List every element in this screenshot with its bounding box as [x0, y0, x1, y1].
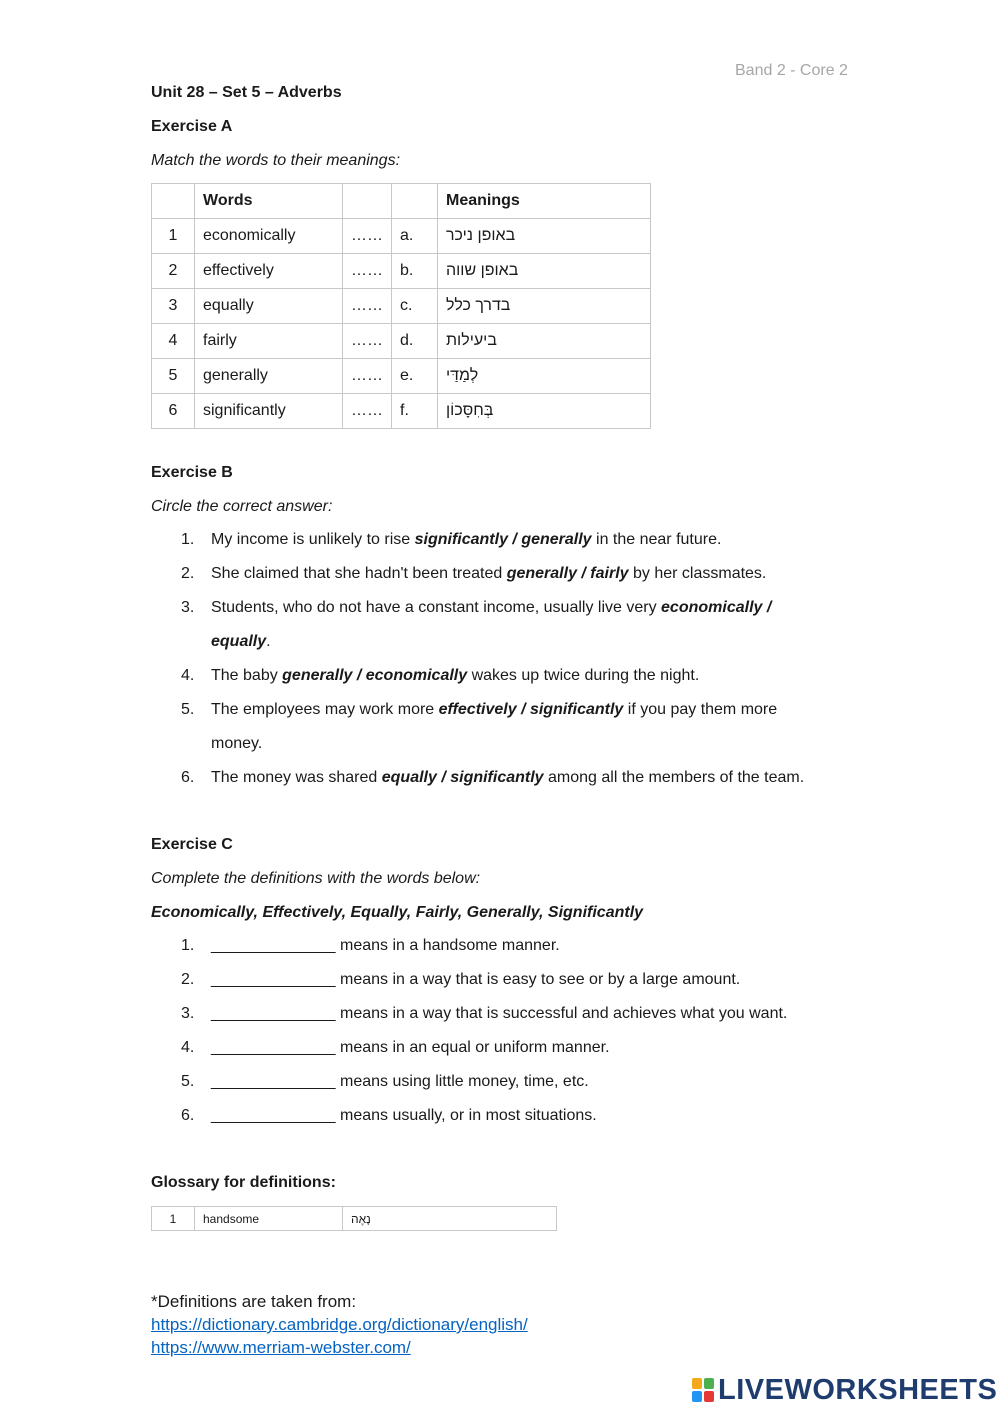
item-number: 1.	[181, 937, 195, 954]
item-number: 2.	[181, 971, 195, 988]
fill-blank[interactable]: ______________	[211, 1073, 336, 1090]
logo-square	[704, 1391, 714, 1402]
row-meaning: נָאֶה	[343, 1207, 557, 1231]
logo-mark-icon	[692, 1378, 714, 1402]
row-number: 3	[152, 289, 195, 324]
row-meaning: לְמַדַּי	[438, 359, 651, 394]
table-row	[152, 254, 651, 289]
row-meaning: באופן ניכר	[438, 219, 651, 254]
item-text	[211, 693, 777, 727]
table-row	[152, 359, 651, 394]
item-number: 3.	[181, 599, 195, 616]
logo-square	[704, 1378, 714, 1389]
row-number: 1	[152, 219, 195, 254]
item-number: 6.	[181, 769, 195, 786]
row-word: significantly	[195, 394, 343, 429]
item-text	[211, 1065, 589, 1099]
answer-blank[interactable]: ……	[343, 254, 392, 289]
row-word: generally	[195, 359, 343, 394]
item-number: 3.	[181, 1005, 195, 1022]
sources-label: *Definitions are taken from:	[151, 1292, 357, 1311]
answer-blank[interactable]: ……	[343, 324, 392, 359]
table-row	[152, 289, 651, 324]
row-meaning: באופן שווה	[438, 254, 651, 289]
item-text	[211, 929, 560, 963]
glossary-table	[151, 1206, 557, 1231]
item-post: .	[266, 633, 271, 650]
item-text	[211, 523, 721, 557]
row-meaning: ביעילות	[438, 324, 651, 359]
header-letter-cell	[392, 184, 438, 219]
row-word: effectively	[195, 254, 343, 289]
item-number: 5.	[181, 701, 195, 718]
item-text	[211, 591, 771, 625]
answer-blank[interactable]: ……	[343, 289, 392, 324]
answer-options[interactable]: significantly / generally	[414, 531, 592, 548]
item-text	[211, 727, 262, 761]
answer-options[interactable]: equally	[211, 633, 267, 650]
item-post: among all the members of the team.	[543, 769, 805, 786]
table-row	[152, 394, 651, 429]
table-row	[152, 324, 651, 359]
answer-blank[interactable]: ……	[343, 359, 392, 394]
header-words-cell: Words	[195, 184, 343, 219]
header-blank-cell	[343, 184, 392, 219]
page-title: Unit 28 – Set 5 – Adverbs	[151, 84, 342, 101]
fill-blank[interactable]: ______________	[211, 1005, 336, 1022]
item-text	[211, 997, 787, 1031]
definition-text: means usually, or in most situations.	[335, 1107, 597, 1124]
definition-text: means using little money, time, etc.	[335, 1073, 589, 1090]
cambridge-link[interactable]: https://dictionary.cambridge.org/dictionary/english/	[151, 1315, 528, 1334]
item-text	[211, 1031, 610, 1065]
item-number: 6.	[181, 1107, 195, 1124]
item-post: wakes up twice during the night.	[467, 667, 700, 684]
row-letter: e.	[392, 359, 438, 394]
item-post: by her classmates.	[628, 565, 767, 582]
item-text	[211, 625, 271, 659]
definition-text: means in a way that is successful and achieves what you want.	[335, 1005, 788, 1022]
fill-blank[interactable]: ______________	[211, 1107, 336, 1124]
row-letter: d.	[392, 324, 438, 359]
row-word: handsome	[195, 1207, 343, 1231]
answer-options[interactable]: effectively / significantly	[438, 701, 624, 718]
header-band-label: Band 2 - Core 2	[735, 62, 848, 79]
word-bank: Economically, Effectively, Equally, Fairly, Generally, Significantly	[151, 904, 644, 921]
row-word: fairly	[195, 324, 343, 359]
definition-text: means in an equal or uniform manner.	[335, 1039, 610, 1056]
row-letter: b.	[392, 254, 438, 289]
answer-options[interactable]: equally / significantly	[381, 769, 544, 786]
logo-text: LIVEWORKSHEETS	[718, 1373, 998, 1406]
exercise-b-instruction: Circle the correct answer:	[151, 498, 333, 515]
item-pre: My income is unlikely to rise	[211, 531, 415, 548]
sources-block	[151, 1290, 528, 1359]
item-number: 4.	[181, 667, 195, 684]
item-text	[211, 557, 766, 591]
item-pre: money.	[211, 735, 263, 752]
logo-square	[692, 1378, 702, 1389]
header-num-cell	[152, 184, 195, 219]
item-pre: The money was shared	[211, 769, 382, 786]
answer-blank[interactable]: ……	[343, 394, 392, 429]
row-word: equally	[195, 289, 343, 324]
row-meaning: בדרך כלל	[438, 289, 651, 324]
row-letter: a.	[392, 219, 438, 254]
item-pre: The employees may work more	[211, 701, 439, 718]
fill-blank[interactable]: ______________	[211, 1039, 336, 1056]
exercise-c-instruction: Complete the definitions with the words below:	[151, 870, 481, 887]
matching-table	[151, 183, 651, 429]
item-pre: Students, who do not have a constant income, usually live very	[211, 599, 662, 616]
item-text	[211, 761, 804, 795]
row-letter: c.	[392, 289, 438, 324]
item-pre: The baby	[211, 667, 283, 684]
liveworksheets-logo	[692, 1374, 997, 1406]
item-pre: She claimed that she hadn't been treated	[211, 565, 507, 582]
answer-blank[interactable]: ……	[343, 219, 392, 254]
item-post: in the near future.	[591, 531, 722, 548]
merriam-webster-link[interactable]: https://www.merriam-webster.com/	[151, 1338, 411, 1357]
item-number: 5.	[181, 1073, 195, 1090]
item-number: 4.	[181, 1039, 195, 1056]
table-row	[152, 1207, 557, 1231]
row-number: 2	[152, 254, 195, 289]
exercise-a-heading: Exercise A	[151, 118, 233, 135]
row-number: 5	[152, 359, 195, 394]
answer-options[interactable]: economically /	[661, 599, 772, 616]
row-word: economically	[195, 219, 343, 254]
row-number: 6	[152, 394, 195, 429]
definition-text: means in a handsome manner.	[335, 937, 560, 954]
exercise-c-heading: Exercise C	[151, 836, 233, 853]
fill-blank[interactable]: ______________	[211, 937, 336, 954]
item-text	[211, 963, 740, 997]
item-number: 1.	[181, 531, 195, 548]
item-text	[211, 659, 699, 693]
matching-table-header	[152, 184, 651, 219]
exercise-a-instruction: Match the words to their meanings:	[151, 152, 401, 169]
item-text	[211, 1099, 597, 1133]
item-number: 2.	[181, 565, 195, 582]
answer-options[interactable]: generally / economically	[282, 667, 468, 684]
row-number: 1	[152, 1207, 195, 1231]
fill-blank[interactable]: ______________	[211, 971, 336, 988]
header-meanings-cell: Meanings	[438, 184, 651, 219]
logo-square	[692, 1391, 702, 1402]
row-number: 4	[152, 324, 195, 359]
definition-text: means in a way that is easy to see or by a large amount.	[335, 971, 741, 988]
row-letter: f.	[392, 394, 438, 429]
table-row	[152, 219, 651, 254]
answer-options[interactable]: generally / fairly	[506, 565, 629, 582]
glossary-heading: Glossary for definitions:	[151, 1174, 336, 1191]
row-meaning: בְּחִסָּכוֹן	[438, 394, 651, 429]
item-post: if you pay them more	[623, 701, 778, 718]
exercise-b-heading: Exercise B	[151, 464, 233, 481]
